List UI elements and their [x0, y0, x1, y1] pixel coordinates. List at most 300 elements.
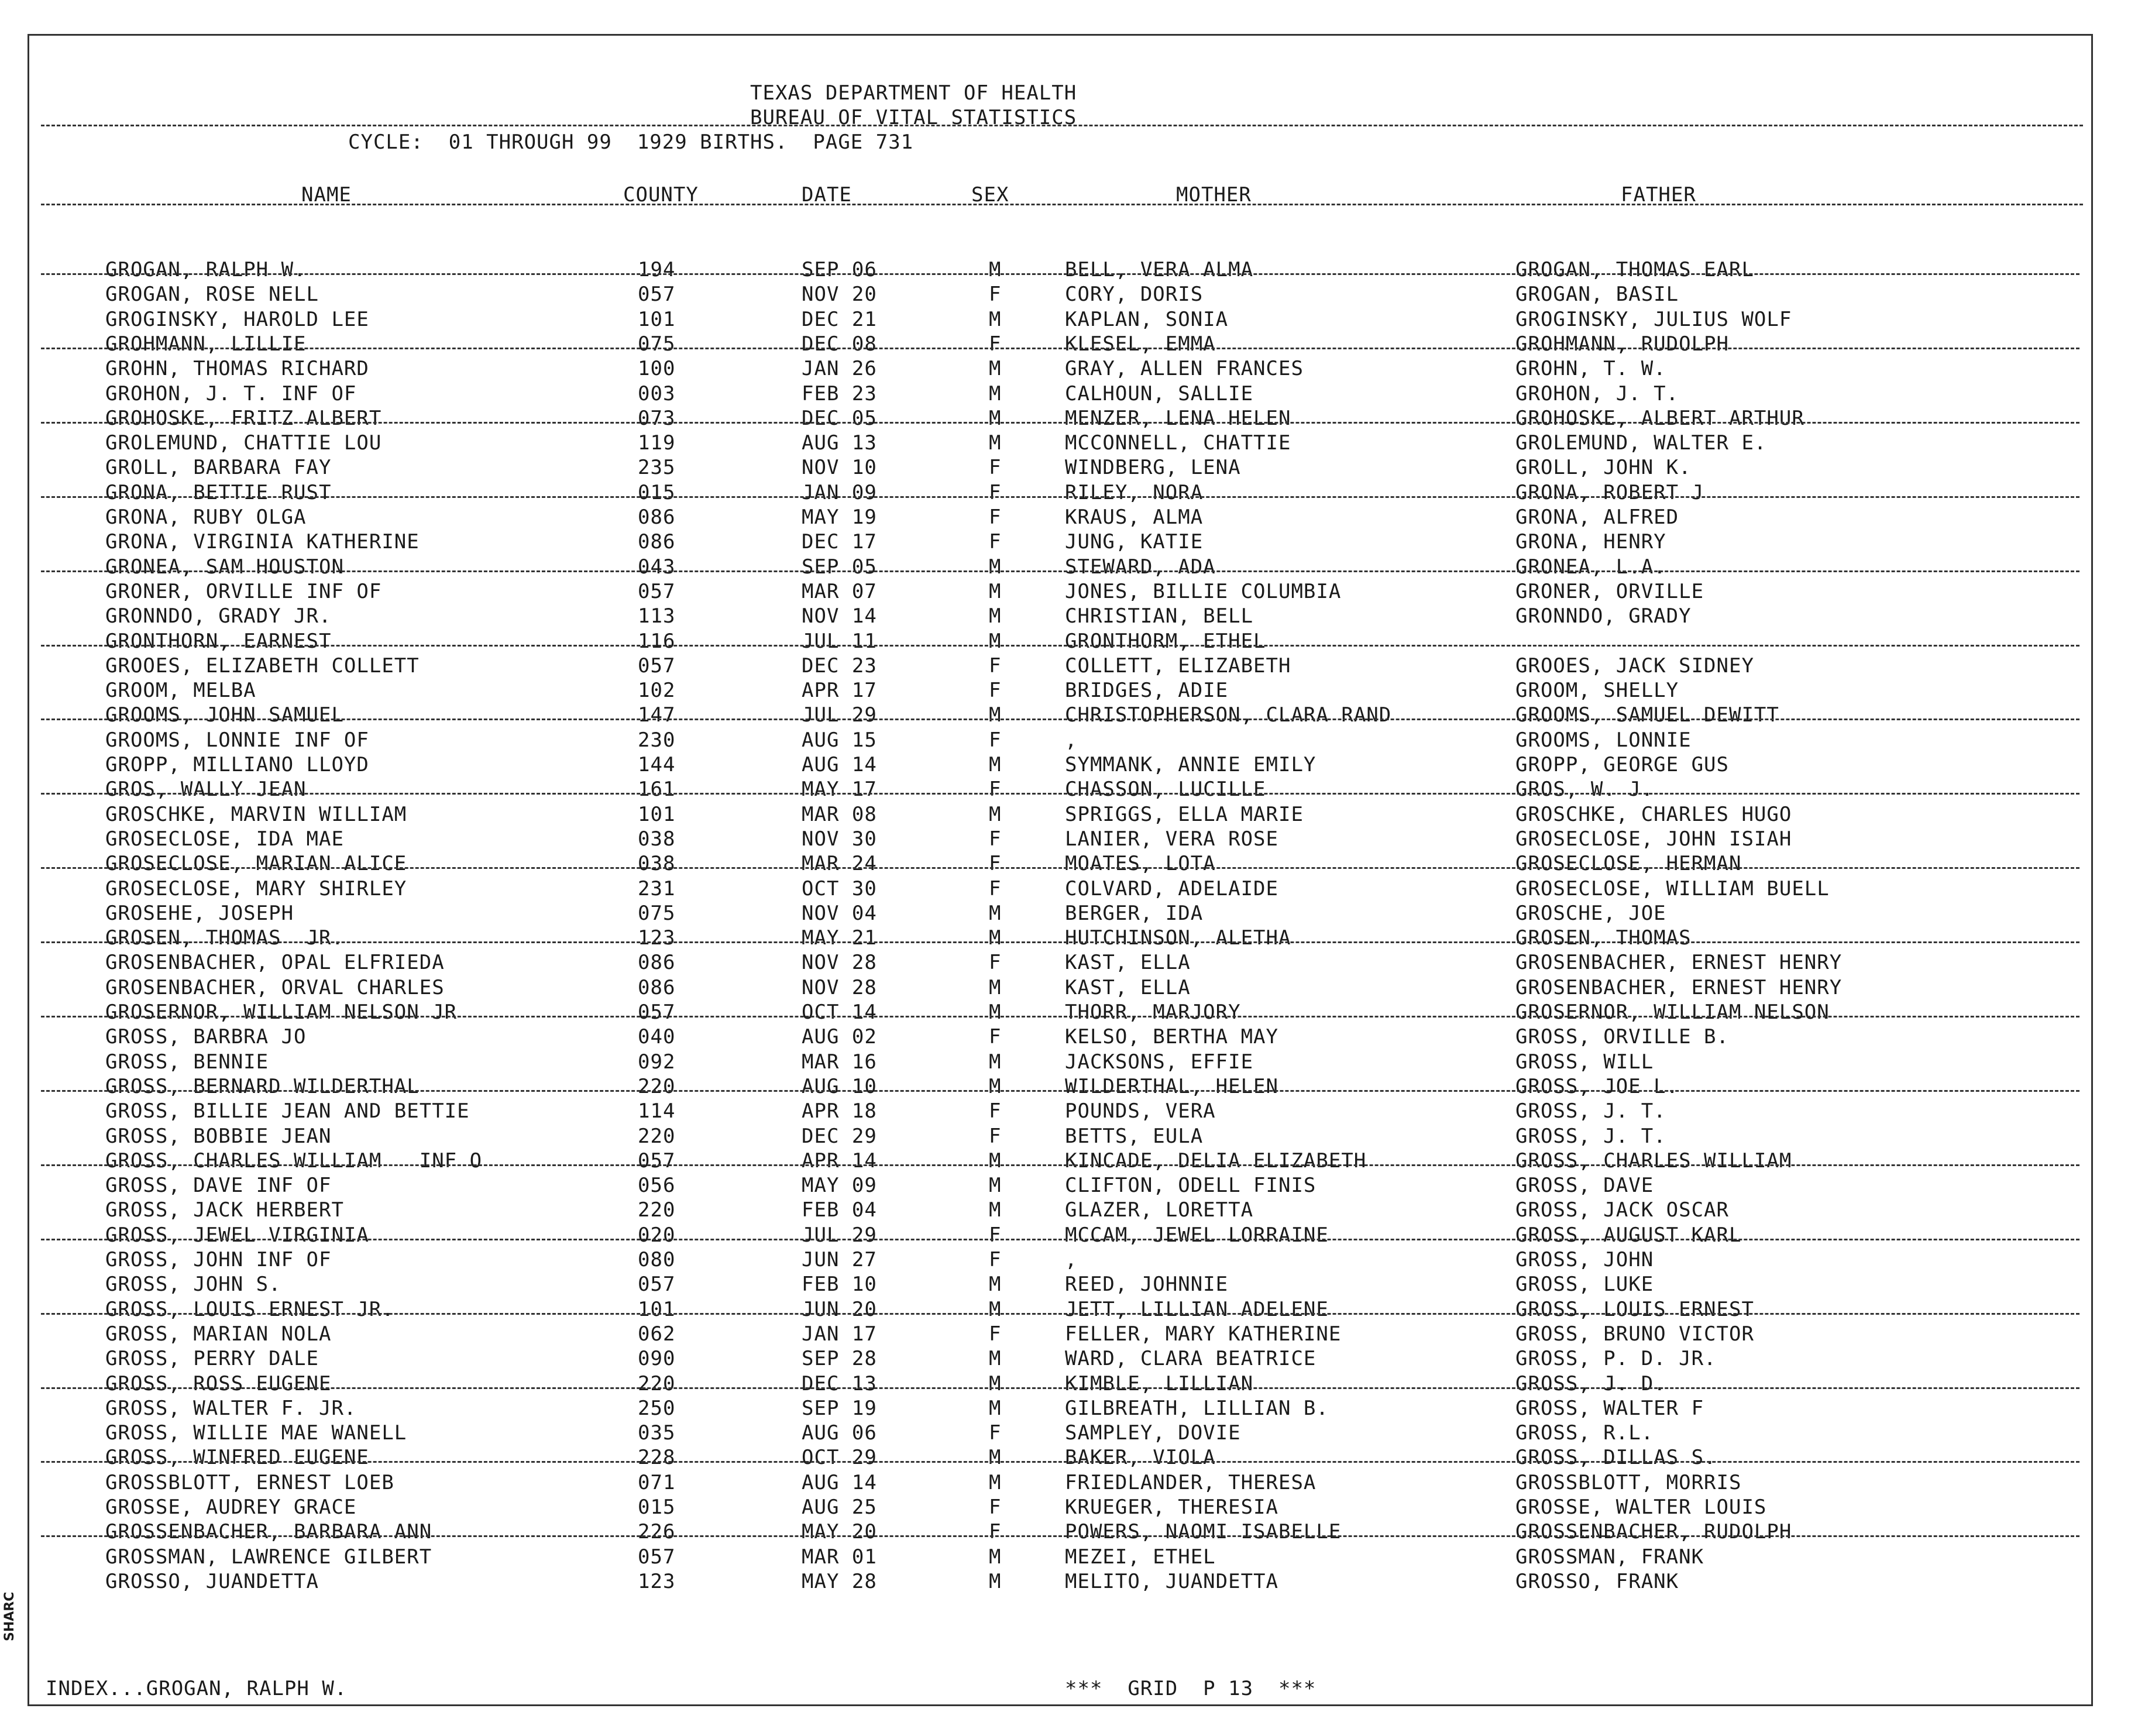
- record-date: MAY 17: [802, 778, 877, 802]
- record-date: AUG 14: [802, 753, 877, 776]
- record-row: [29, 382, 2091, 407]
- record-sex: M: [989, 1149, 1002, 1173]
- record-name: GROSS, BENNIE: [105, 1050, 269, 1074]
- record-sex: M: [989, 555, 1002, 579]
- record-sex: F: [989, 456, 1002, 480]
- record-father: GROHON, J. T.: [1515, 381, 1679, 405]
- record-mother: MEZEI, ETHEL: [1065, 1545, 1216, 1569]
- record-father: GROSS, BRUNO VICTOR: [1515, 1322, 1754, 1346]
- record-mother: RILEY, NORA: [1065, 480, 1204, 504]
- record-row: [29, 530, 2091, 555]
- record-name: GROSS, JACK HERBERT: [105, 1198, 344, 1222]
- record-father: GROOES, JACK SIDNEY: [1515, 654, 1754, 678]
- record-father: GROHMANN, RUDOLPH: [1515, 332, 1729, 356]
- record-mother: STEWARD, ADA: [1065, 555, 1216, 579]
- record-father: GROSS, J. D.: [1515, 1371, 1666, 1395]
- record-name: GROOMS, LONNIE INF OF: [105, 728, 369, 752]
- record-father: GROSS, R.L.: [1515, 1421, 1654, 1445]
- record-mother: JETT, LILLIAN ADELENE: [1065, 1297, 1329, 1321]
- record-father: GROGINSKY, JULIUS WOLF: [1515, 307, 1792, 331]
- record-row: [29, 753, 2091, 778]
- record-row: [29, 357, 2091, 381]
- record-county: 147: [638, 703, 676, 727]
- record-name: GROSEN, THOMAS JR.: [105, 926, 344, 950]
- record-date: FEB 23: [802, 381, 877, 405]
- record-mother: CORY, DORIS: [1065, 283, 1204, 307]
- record-date: NOV 14: [802, 604, 877, 628]
- record-county: 040: [638, 1025, 676, 1049]
- record-sex: M: [989, 604, 1002, 628]
- record-name: GROSS, WALTER F. JR.: [105, 1396, 357, 1420]
- record-date: JUN 27: [802, 1248, 877, 1271]
- record-row: [29, 1149, 2091, 1174]
- column-header-rule: [41, 204, 2083, 205]
- record-name: GROSS, BILLIE JEAN AND BETTIE: [105, 1099, 470, 1123]
- record-mother: GLAZER, LORETTA: [1065, 1198, 1254, 1222]
- record-row: [29, 1025, 2091, 1050]
- record-name: GRONA, VIRGINIA KATHERINE: [105, 530, 420, 554]
- record-name: GROLL, BARBARA FAY: [105, 456, 332, 480]
- record-row: [29, 1223, 2091, 1248]
- record-county: 038: [638, 852, 676, 876]
- record-mother: BRIDGES, ADIE: [1065, 679, 1229, 703]
- record-row: [29, 1125, 2091, 1149]
- record-father: GROOM, SHELLY: [1515, 679, 1679, 703]
- record-father: GROOMS, LONNIE: [1515, 728, 1692, 752]
- record-name: GROSS, LOUIS ERNEST JR.: [105, 1297, 394, 1321]
- record-sex: M: [989, 802, 1002, 826]
- record-date: NOV 28: [802, 951, 877, 975]
- record-name: GROHMANN, LILLIE: [105, 332, 307, 356]
- record-row: [29, 1099, 2091, 1124]
- record-father: GROGAN, THOMAS EARL: [1515, 258, 1754, 281]
- record-county: 015: [638, 480, 676, 504]
- record-mother: KRUEGER, THERESIA: [1065, 1496, 1278, 1519]
- record-date: OCT 29: [802, 1446, 877, 1470]
- record-county: 080: [638, 1248, 676, 1271]
- record-date: NOV 04: [802, 901, 877, 925]
- record-sex: F: [989, 506, 1002, 529]
- record-father: GROHN, T. W.: [1515, 357, 1666, 381]
- record-row: [29, 1496, 2091, 1520]
- record-mother: THORR, MARJORY: [1065, 1001, 1241, 1024]
- record-row: [29, 1322, 2091, 1347]
- record-date: MAR 24: [802, 852, 877, 876]
- record-sex: M: [989, 357, 1002, 381]
- record-row: [29, 654, 2091, 679]
- record-father: GROSS, AUGUST KARL: [1515, 1223, 1742, 1247]
- record-row: [29, 456, 2091, 480]
- record-county: 086: [638, 951, 676, 975]
- record-county: 035: [638, 1421, 676, 1445]
- column-header-date: DATE: [802, 183, 852, 207]
- record-father: GROLEMUND, WALTER E.: [1515, 431, 1767, 455]
- record-county: 230: [638, 728, 676, 752]
- record-mother: COLVARD, ADELAIDE: [1065, 876, 1278, 900]
- record-sex: M: [989, 307, 1002, 331]
- record-row: [29, 1570, 2091, 1594]
- record-name: GROSECLOSE, MARIAN ALICE: [105, 852, 407, 876]
- record-date: SEP 28: [802, 1347, 877, 1371]
- record-county: 057: [638, 1273, 676, 1297]
- record-date: APR 18: [802, 1099, 877, 1123]
- record-mother: GRONTHORM, ETHEL: [1065, 629, 1266, 653]
- side-mark: SHARC: [2, 1591, 17, 1641]
- record-father: GROSS, WILL: [1515, 1050, 1654, 1074]
- bureau-title: BUREAU OF VITAL STATISTICS: [750, 106, 1077, 129]
- record-row: [29, 951, 2091, 975]
- footer-index: INDEX...GROGAN, RALPH W.: [46, 1677, 348, 1700]
- record-sheet: [28, 34, 2093, 1706]
- record-county: 056: [638, 1174, 676, 1198]
- record-father: GROSCHKE, CHARLES HUGO: [1515, 802, 1792, 826]
- record-row: [29, 332, 2091, 357]
- record-county: 114: [638, 1099, 676, 1123]
- record-name: GROSSO, JUANDETTA: [105, 1569, 319, 1593]
- record-father: GROSSBLOTT, MORRIS: [1515, 1470, 1742, 1494]
- record-sex: F: [989, 480, 1002, 504]
- record-name: GROSECLOSE, IDA MAE: [105, 827, 344, 851]
- record-sex: F: [989, 1421, 1002, 1445]
- record-row: [29, 902, 2091, 926]
- record-father: GROSERNOR, WILLIAM NELSON: [1515, 1001, 1830, 1024]
- record-mother: ,: [1065, 728, 1078, 752]
- record-mother: JACKSONS, EFFIE: [1065, 1050, 1254, 1074]
- record-county: 073: [638, 406, 676, 430]
- record-county: 075: [638, 332, 676, 356]
- record-father: GROSS, JOHN: [1515, 1248, 1654, 1271]
- record-date: APR 17: [802, 679, 877, 703]
- record-name: GRONTHORN, EARNEST: [105, 629, 332, 653]
- record-county: 092: [638, 1050, 676, 1074]
- record-sex: M: [989, 406, 1002, 430]
- record-sex: M: [989, 1347, 1002, 1371]
- record-father: GROSENBACHER, ERNEST HENRY: [1515, 975, 1843, 999]
- record-date: JAN 17: [802, 1322, 877, 1346]
- record-row: [29, 604, 2091, 629]
- record-sex: F: [989, 1025, 1002, 1049]
- record-date: FEB 10: [802, 1273, 877, 1297]
- record-name: GROPP, MILLIANO LLOYD: [105, 753, 369, 776]
- record-name: GROHN, THOMAS RICHARD: [105, 357, 369, 381]
- record-father: GRONEA, L.A.: [1515, 555, 1666, 579]
- record-date: MAY 28: [802, 1569, 877, 1593]
- record-father: GROSS, CHARLES WILLIAM: [1515, 1149, 1792, 1173]
- record-name: GROSSMAN, LAWRENCE GILBERT: [105, 1545, 432, 1569]
- record-county: 043: [638, 555, 676, 579]
- record-row: [29, 976, 2091, 1001]
- column-header-mother: MOTHER: [1176, 183, 1252, 207]
- record-row: [29, 679, 2091, 703]
- record-mother: SPRIGGS, ELLA MARIE: [1065, 802, 1304, 826]
- record-name: GROSS, BOBBIE JEAN: [105, 1124, 332, 1148]
- record-date: NOV 28: [802, 975, 877, 999]
- record-row: [29, 778, 2091, 802]
- record-mother: POUNDS, VERA: [1065, 1099, 1216, 1123]
- record-mother: KLESEL, EMMA: [1065, 332, 1216, 356]
- record-county: 220: [638, 1371, 676, 1395]
- record-father: GROSS, LUKE: [1515, 1273, 1654, 1297]
- record-sex: M: [989, 1198, 1002, 1222]
- record-mother: KELSO, BERTHA MAY: [1065, 1025, 1278, 1049]
- record-mother: BAKER, VIOLA: [1065, 1446, 1216, 1470]
- record-county: 220: [638, 1198, 676, 1222]
- record-name: GROGAN, RALPH W.: [105, 258, 307, 281]
- record-name: GROOES, ELIZABETH COLLETT: [105, 654, 420, 678]
- record-name: GROS, WALLY JEAN: [105, 778, 307, 802]
- record-date: OCT 30: [802, 876, 877, 900]
- record-row: [29, 926, 2091, 951]
- record-name: GRONA, RUBY OLGA: [105, 506, 307, 529]
- record-date: MAR 16: [802, 1050, 877, 1074]
- record-father: GROSEN, THOMAS: [1515, 926, 1692, 950]
- record-mother: WILDERTHAL, HELEN: [1065, 1074, 1278, 1098]
- record-mother: BERGER, IDA: [1065, 901, 1204, 925]
- record-father: GROSS, J. T.: [1515, 1124, 1666, 1148]
- record-county: 090: [638, 1347, 676, 1371]
- record-name: GROSSE, AUDREY GRACE: [105, 1496, 357, 1519]
- record-date: MAY 20: [802, 1520, 877, 1544]
- record-row: [29, 1198, 2091, 1223]
- record-mother: CHRISTOPHERSON, CLARA RAND: [1065, 703, 1392, 727]
- record-mother: FRIEDLANDER, THERESA: [1065, 1470, 1317, 1494]
- footer-grid-label: *** GRID P 13 ***: [1065, 1677, 1317, 1700]
- record-sex: F: [989, 827, 1002, 851]
- record-mother: KAPLAN, SONIA: [1065, 307, 1229, 331]
- record-county: 020: [638, 1223, 676, 1247]
- record-sex: M: [989, 1273, 1002, 1297]
- cycle-line: CYCLE: 01 THROUGH 99 1929 BIRTHS. PAGE 731: [348, 130, 914, 154]
- record-date: DEC 08: [802, 332, 877, 356]
- record-sex: M: [989, 258, 1002, 281]
- record-name: GROOM, MELBA: [105, 679, 256, 703]
- record-name: GROSERNOR, WILLIAM NELSON JR: [105, 1001, 458, 1024]
- record-row: [29, 506, 2091, 530]
- record-father: GROLL, JOHN K.: [1515, 456, 1692, 480]
- record-father: GROSSO, FRANK: [1515, 1569, 1679, 1593]
- record-date: AUG 13: [802, 431, 877, 455]
- record-row: [29, 1248, 2091, 1273]
- record-name: GRONA, BETTIE RUST: [105, 480, 332, 504]
- column-header-county: COUNTY: [623, 183, 699, 207]
- record-mother: CHRISTIAN, BELL: [1065, 604, 1254, 628]
- record-sex: F: [989, 283, 1002, 307]
- record-date: DEC 17: [802, 530, 877, 554]
- record-sex: M: [989, 901, 1002, 925]
- record-mother: REED, JOHNNIE: [1065, 1273, 1229, 1297]
- record-date: SEP 19: [802, 1396, 877, 1420]
- record-father: GROSS, JOE L.: [1515, 1074, 1679, 1098]
- record-county: 003: [638, 381, 676, 405]
- record-sex: M: [989, 1001, 1002, 1024]
- record-date: AUG 14: [802, 1470, 877, 1494]
- record-sex: F: [989, 530, 1002, 554]
- record-row: [29, 852, 2091, 876]
- record-row: [29, 1298, 2091, 1322]
- record-name: GROSS, ROSS EUGENE: [105, 1371, 332, 1395]
- record-mother: MOATES, LOTA: [1065, 852, 1216, 876]
- record-mother: MENZER, LENA HELEN: [1065, 406, 1291, 430]
- record-county: 220: [638, 1074, 676, 1098]
- record-date: OCT 14: [802, 1001, 877, 1024]
- record-mother: HUTCHINSON, ALETHA: [1065, 926, 1291, 950]
- record-sex: M: [989, 1074, 1002, 1098]
- record-sex: M: [989, 1050, 1002, 1074]
- record-row: [29, 728, 2091, 753]
- record-sex: M: [989, 1569, 1002, 1593]
- record-mother: MCCONNELL, CHATTIE: [1065, 431, 1291, 455]
- record-sex: M: [989, 381, 1002, 405]
- record-row: [29, 877, 2091, 902]
- record-county: 123: [638, 926, 676, 950]
- record-sex: F: [989, 1496, 1002, 1519]
- record-name: GROSS, DAVE INF OF: [105, 1174, 332, 1198]
- record-county: 062: [638, 1322, 676, 1346]
- record-mother: GILBREATH, LILLIAN B.: [1065, 1396, 1329, 1420]
- record-county: 075: [638, 901, 676, 925]
- record-row: [29, 1347, 2091, 1371]
- record-row: [29, 1174, 2091, 1198]
- record-county: 250: [638, 1396, 676, 1420]
- record-row: [29, 1471, 2091, 1496]
- record-row: [29, 1273, 2091, 1297]
- record-mother: JUNG, KATIE: [1065, 530, 1204, 554]
- record-name: GROSS, JEWEL VIRGINIA: [105, 1223, 369, 1247]
- record-name: GROSS, JOHN S.: [105, 1273, 281, 1297]
- record-row: [29, 431, 2091, 456]
- record-sex: M: [989, 1470, 1002, 1494]
- record-name: GRONNDO, GRADY JR.: [105, 604, 332, 628]
- record-date: JAN 26: [802, 357, 877, 381]
- record-row: [29, 630, 2091, 654]
- record-date: MAY 09: [802, 1174, 877, 1198]
- record-mother: BETTS, EULA: [1065, 1124, 1204, 1148]
- record-row: [29, 258, 2091, 283]
- record-county: 119: [638, 431, 676, 455]
- record-father: GROSENBACHER, ERNEST HENRY: [1515, 951, 1843, 975]
- record-date: APR 14: [802, 1149, 877, 1173]
- record-sex: M: [989, 703, 1002, 727]
- record-sex: F: [989, 778, 1002, 802]
- record-row: [29, 1397, 2091, 1421]
- record-father: GROSSENBACHER, RUDOLPH: [1515, 1520, 1792, 1544]
- record-name: GROSENBACHER, ORVAL CHARLES: [105, 975, 445, 999]
- record-date: MAR 01: [802, 1545, 877, 1569]
- record-row: [29, 407, 2091, 431]
- record-county: 100: [638, 357, 676, 381]
- record-mother: KAST, ELLA: [1065, 951, 1191, 975]
- record-row: [29, 555, 2091, 580]
- record-father: GRONA, HENRY: [1515, 530, 1666, 554]
- record-name: GRONER, ORVILLE INF OF: [105, 579, 382, 603]
- record-county: 057: [638, 283, 676, 307]
- record-county: 116: [638, 629, 676, 653]
- record-date: JUL 11: [802, 629, 877, 653]
- record-father: GROSSMAN, FRANK: [1515, 1545, 1704, 1569]
- record-sex: F: [989, 1248, 1002, 1271]
- record-date: MAR 07: [802, 579, 877, 603]
- record-mother: POWERS, NAOMI ISABELLE: [1065, 1520, 1342, 1544]
- record-sex: F: [989, 852, 1002, 876]
- record-name: GROSENBACHER, OPAL ELFRIEDA: [105, 951, 445, 975]
- record-sex: F: [989, 876, 1002, 900]
- record-county: 101: [638, 802, 676, 826]
- record-row: [29, 580, 2091, 604]
- record-mother: MCCAM, JEWEL LORRAINE: [1065, 1223, 1329, 1247]
- record-mother: MELITO, JUANDETTA: [1065, 1569, 1278, 1593]
- record-mother: FELLER, MARY KATHERINE: [1065, 1322, 1342, 1346]
- record-county: 086: [638, 530, 676, 554]
- record-county: 194: [638, 258, 676, 281]
- record-name: GROGAN, ROSE NELL: [105, 283, 319, 307]
- record-sex: M: [989, 629, 1002, 653]
- record-county: 057: [638, 654, 676, 678]
- record-father: GROSS, DILLAS S.: [1515, 1446, 1717, 1470]
- record-date: AUG 06: [802, 1421, 877, 1445]
- record-sex: F: [989, 1520, 1002, 1544]
- record-county: 220: [638, 1124, 676, 1148]
- record-mother: GRAY, ALLEN FRANCES: [1065, 357, 1304, 381]
- record-row: [29, 1075, 2091, 1099]
- record-father: GROSS, LOUIS ERNEST: [1515, 1297, 1754, 1321]
- record-row: [29, 1001, 2091, 1025]
- record-mother: WINDBERG, LENA: [1065, 456, 1241, 480]
- record-name: GROLEMUND, CHATTIE LOU: [105, 431, 382, 455]
- record-name: GROHOSKE, FRITZ ALBERT: [105, 406, 382, 430]
- record-row: [29, 803, 2091, 827]
- record-date: SEP 05: [802, 555, 877, 579]
- record-mother: CHASSON, LUCILLE: [1065, 778, 1266, 802]
- record-sex: M: [989, 753, 1002, 776]
- record-row: [29, 1520, 2091, 1545]
- record-sex: F: [989, 951, 1002, 975]
- record-name: GROSS, CHARLES WILLIAM INF O: [105, 1149, 483, 1173]
- record-name: GROSEHE, JOSEPH: [105, 901, 294, 925]
- record-date: FEB 04: [802, 1198, 877, 1222]
- record-row: [29, 1446, 2091, 1470]
- record-county: 038: [638, 827, 676, 851]
- record-mother: SAMPLEY, DOVIE: [1065, 1421, 1241, 1445]
- record-row: [29, 1421, 2091, 1446]
- record-date: JAN 09: [802, 480, 877, 504]
- record-name: GROSSBLOTT, ERNEST LOEB: [105, 1470, 394, 1494]
- record-date: JUL 29: [802, 1223, 877, 1247]
- record-county: 144: [638, 753, 676, 776]
- header-rule: [41, 125, 2083, 126]
- record-row: [29, 308, 2091, 332]
- record-sex: M: [989, 926, 1002, 950]
- record-row: [29, 703, 2091, 728]
- record-row: [29, 1372, 2091, 1397]
- record-date: JUL 29: [802, 703, 877, 727]
- record-sex: M: [989, 1396, 1002, 1420]
- record-mother: LANIER, VERA ROSE: [1065, 827, 1278, 851]
- record-mother: CLIFTON, ODELL FINIS: [1065, 1174, 1317, 1198]
- record-county: 102: [638, 679, 676, 703]
- record-date: NOV 20: [802, 283, 877, 307]
- record-county: 101: [638, 1297, 676, 1321]
- record-date: JUN 20: [802, 1297, 877, 1321]
- record-name: GROSS, JOHN INF OF: [105, 1248, 332, 1271]
- record-sex: M: [989, 1545, 1002, 1569]
- record-father: GROSECLOSE, WILLIAM BUELL: [1515, 876, 1830, 900]
- record-county: 057: [638, 1545, 676, 1569]
- record-mother: WARD, CLARA BEATRICE: [1065, 1347, 1317, 1371]
- record-sex: M: [989, 975, 1002, 999]
- record-row: [29, 1545, 2091, 1570]
- record-name: GROSS, BERNARD WILDERTHAL: [105, 1074, 420, 1098]
- record-father: GROOMS, SAMUEL DEWITT: [1515, 703, 1779, 727]
